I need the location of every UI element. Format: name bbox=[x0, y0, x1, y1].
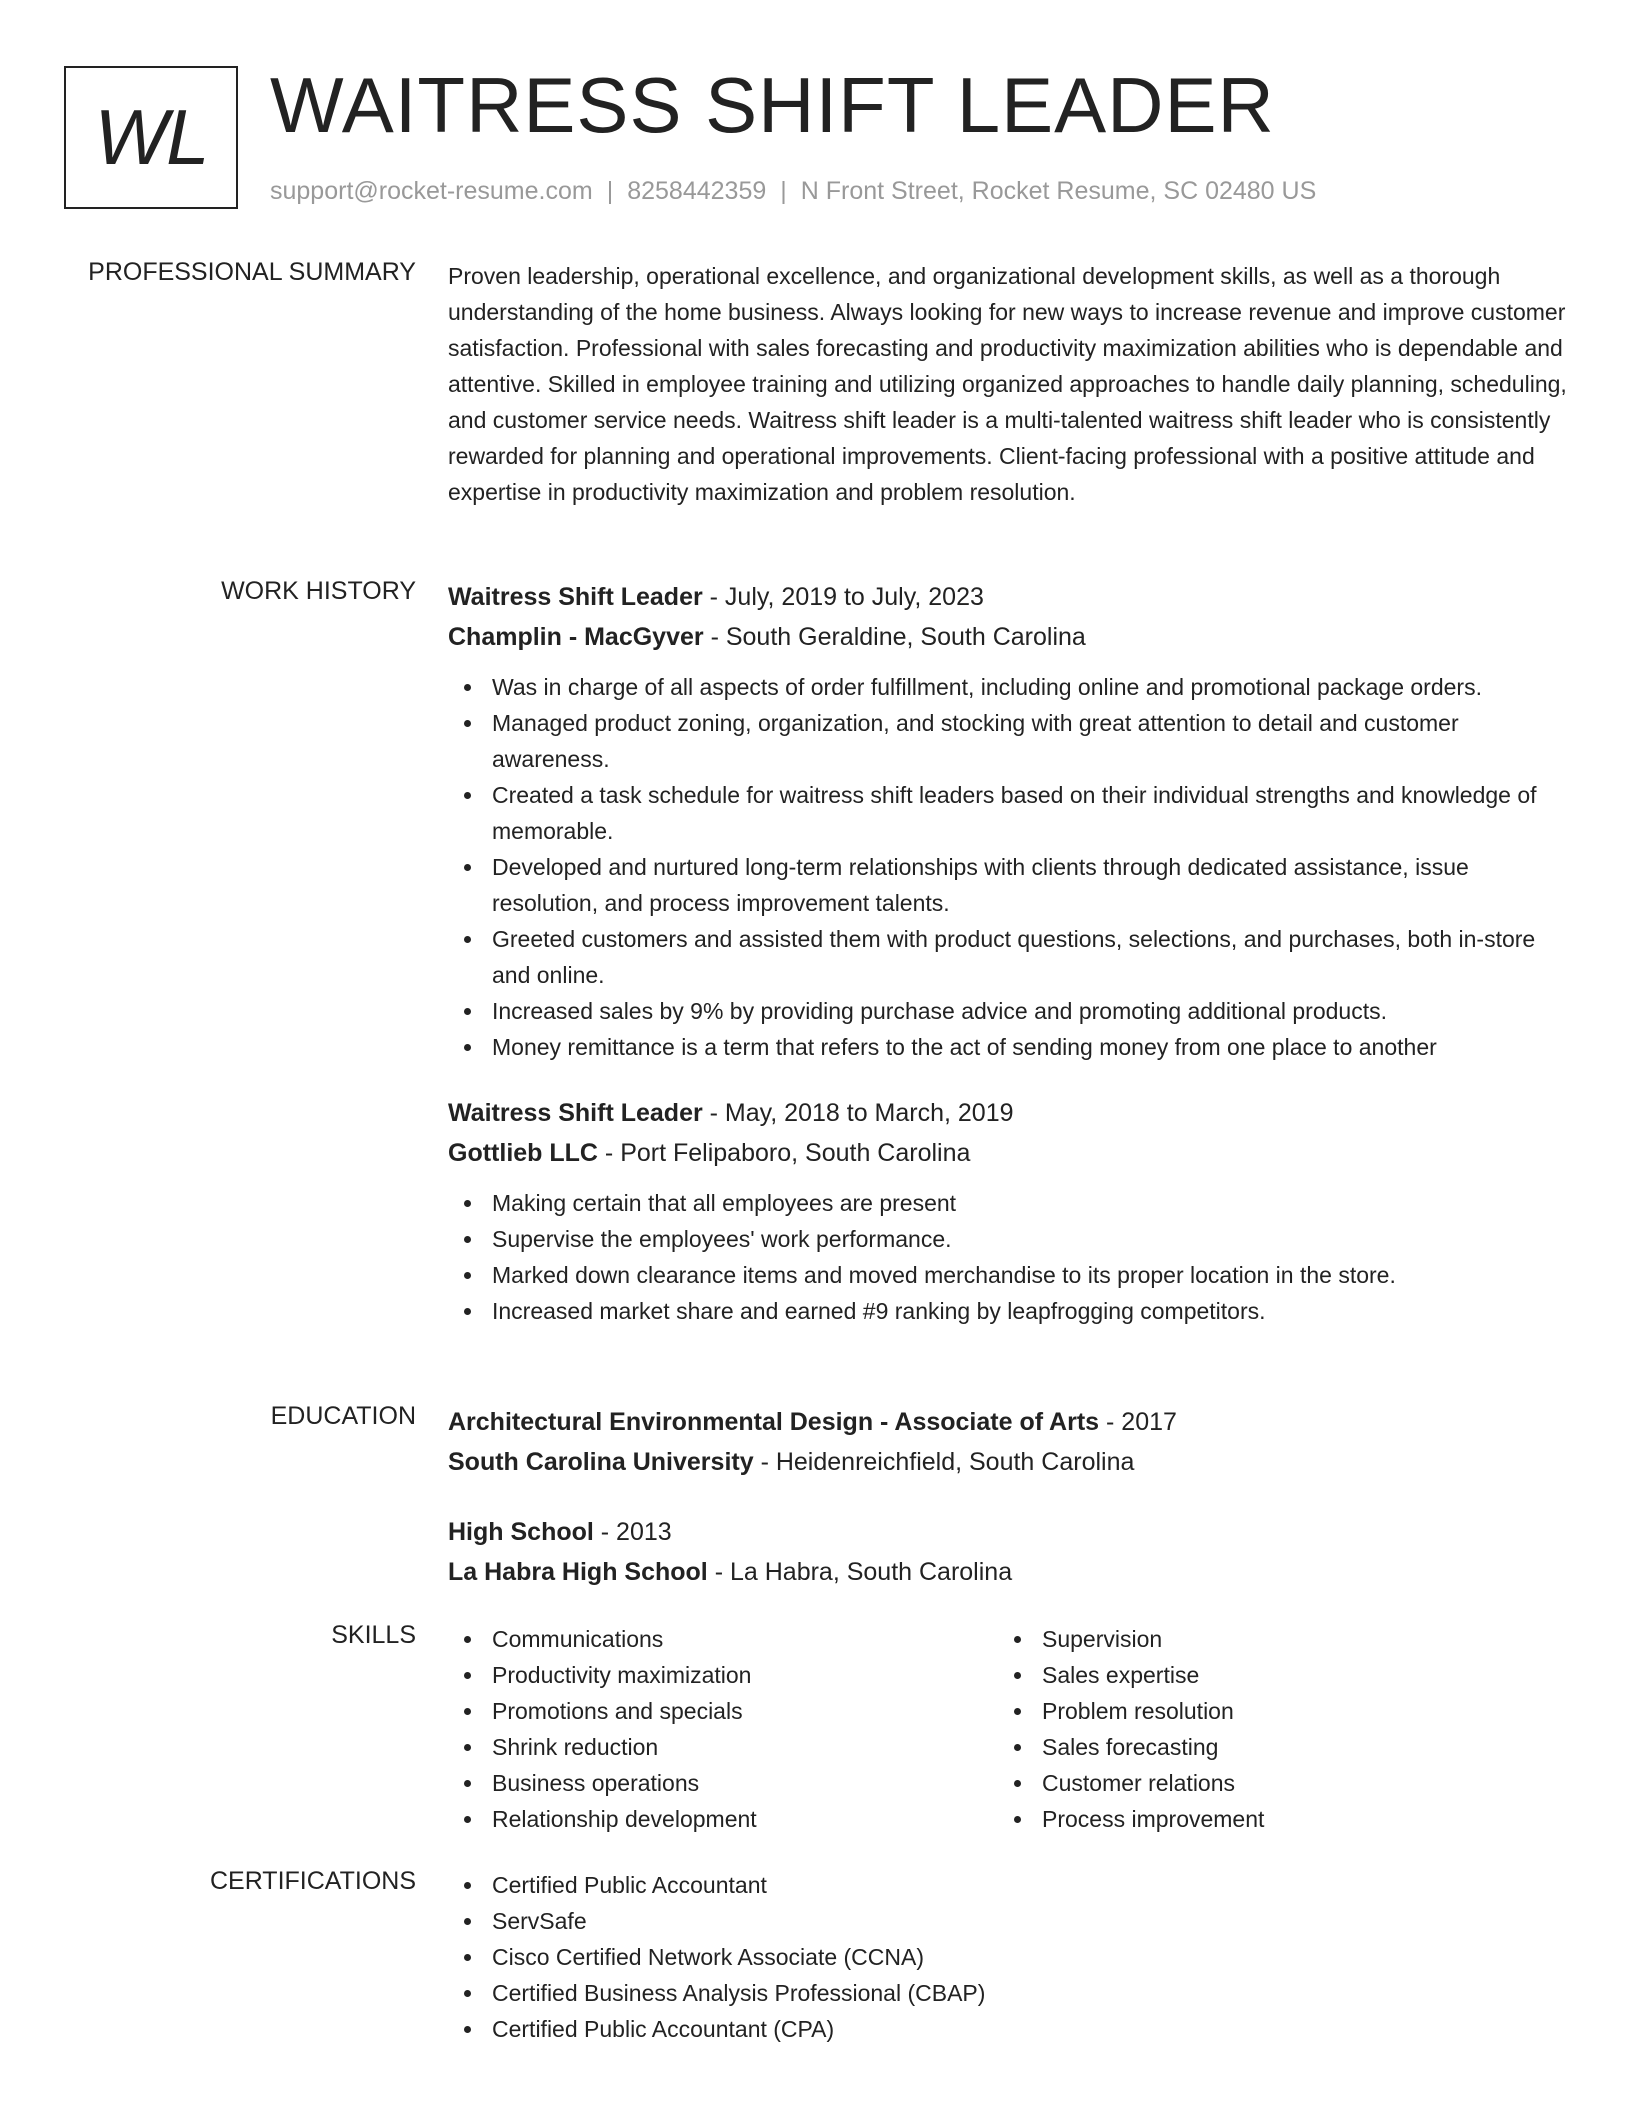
job-duties-list bbox=[448, 1185, 1568, 1329]
list-item: Shrink reduction bbox=[448, 1729, 998, 1765]
education-heading: EDUCATION bbox=[270, 1402, 416, 1430]
contact-line bbox=[270, 177, 1316, 206]
job-title-line bbox=[448, 577, 1568, 617]
summary-text: Proven leadership, operational excellence, and organizational development skills, as well as a thorough understanding of the home business. Always looking for new ways to increase revenue and improve customer satisfaction. Professional with sales forecasting and productivity maximization abilities who is dependable and attentive. Skilled in employee training and utilizing organized approaches to handle daily planning, scheduling, and customer service needs. Waitress shift leader is a multi-talented waitress shift leader who is consistently rewarded for planning and operational improvements. Client-facing professional with a positive attitude and expertise in productivity maximization and problem resolution. bbox=[448, 263, 1567, 505]
list-item: Created a task schedule for waitress shift leaders based on their individual strengths and knowledge of memorable. bbox=[448, 777, 1568, 849]
degree-line bbox=[448, 1402, 1568, 1442]
degree: High School bbox=[448, 1518, 594, 1546]
skills-heading: SKILLS bbox=[331, 1621, 416, 1649]
list-item: Making certain that all employees are present bbox=[448, 1185, 1568, 1221]
contact-separator: | bbox=[606, 177, 614, 205]
list-item: Sales expertise bbox=[998, 1657, 1548, 1693]
certifications-heading: CERTIFICATIONS bbox=[209, 1867, 416, 1895]
monogram-logo: WL bbox=[64, 66, 238, 209]
job-title-line bbox=[448, 1093, 1568, 1133]
education-entry bbox=[448, 1402, 1568, 1482]
list-item: Money remittance is a term that refers to the act of sending money from one place to another bbox=[448, 1029, 1568, 1065]
degree-line bbox=[448, 1512, 1568, 1552]
contact-address: N Front Street, Rocket Resume, SC 02480 US bbox=[800, 177, 1317, 205]
school-line bbox=[448, 1442, 1568, 1482]
list-item: Communications bbox=[448, 1621, 998, 1657]
job-entry bbox=[448, 1093, 1568, 1329]
job-location: - South Geraldine, South Carolina bbox=[703, 623, 1086, 651]
school: La Habra High School bbox=[448, 1558, 708, 1586]
list-item: Business operations bbox=[448, 1765, 998, 1801]
list-item: Promotions and specials bbox=[448, 1693, 998, 1729]
list-item: Developed and nurtured long-term relationships with clients through dedicated assistance, issue resolution, and process improvement talents. bbox=[448, 849, 1568, 921]
contact-email: support@rocket-resume.com bbox=[270, 177, 593, 205]
skills-list-left bbox=[448, 1621, 998, 1837]
job-company-line bbox=[448, 1133, 1568, 1173]
list-item: Managed product zoning, organization, and stocking with great attention to detail and customer awareness. bbox=[448, 705, 1568, 777]
school-line bbox=[448, 1552, 1568, 1592]
job-company-line bbox=[448, 617, 1568, 657]
job-duties-list bbox=[448, 669, 1568, 1065]
list-item: ServSafe bbox=[448, 1903, 1568, 1939]
school: South Carolina University bbox=[448, 1448, 754, 1476]
list-item: Customer relations bbox=[998, 1765, 1548, 1801]
list-item: Certified Public Accountant bbox=[448, 1867, 1568, 1903]
list-item: Increased market share and earned #9 ranking by leapfrogging competitors. bbox=[448, 1293, 1568, 1329]
list-item: Relationship development bbox=[448, 1801, 998, 1837]
list-item: Was in charge of all aspects of order fulfillment, including online and promotional package orders. bbox=[448, 669, 1568, 705]
work-history-heading: WORK HISTORY bbox=[221, 577, 416, 605]
school-location: - Heidenreichfield, South Carolina bbox=[753, 1448, 1135, 1476]
list-item: Cisco Certified Network Associate (CCNA) bbox=[448, 1939, 1568, 1975]
list-item: Productivity maximization bbox=[448, 1657, 998, 1693]
job-title: Waitress Shift Leader bbox=[448, 1099, 703, 1127]
job-title: Waitress Shift Leader bbox=[448, 583, 703, 611]
degree-year: - 2017 bbox=[1099, 1408, 1177, 1436]
degree: Architectural Environmental Design - Associate of Arts bbox=[448, 1408, 1100, 1436]
skills-list-right bbox=[998, 1621, 1548, 1837]
summary-heading: PROFESSIONAL SUMMARY bbox=[88, 258, 416, 286]
contact-separator: | bbox=[780, 177, 787, 205]
list-item: Certified Business Analysis Professional (CBAP) bbox=[448, 1975, 1568, 2011]
contact-phone: 8258442359 bbox=[627, 177, 767, 205]
job-location: - Port Felipaboro, South Carolina bbox=[597, 1139, 971, 1167]
job-company: Champlin - MacGyver bbox=[448, 623, 704, 651]
list-item: Increased sales by 9% by providing purchase advice and promoting additional products. bbox=[448, 993, 1568, 1029]
list-item: Problem resolution bbox=[998, 1693, 1548, 1729]
list-item: Supervise the employees' work performance. bbox=[448, 1221, 1568, 1257]
school-location: - La Habra, South Carolina bbox=[707, 1558, 1013, 1586]
degree-year: - 2013 bbox=[593, 1518, 672, 1546]
certifications-list bbox=[448, 1867, 1568, 2047]
list-item: Marked down clearance items and moved merchandise to its proper location in the store. bbox=[448, 1257, 1568, 1293]
job-entry bbox=[448, 577, 1568, 1065]
job-dates: - July, 2019 to July, 2023 bbox=[702, 583, 984, 611]
job-dates: - May, 2018 to March, 2019 bbox=[702, 1099, 1014, 1127]
education-entry bbox=[448, 1512, 1568, 1592]
list-item: Certified Public Accountant (CPA) bbox=[448, 2011, 1568, 2047]
list-item: Process improvement bbox=[998, 1801, 1548, 1837]
job-company: Gottlieb LLC bbox=[448, 1139, 598, 1167]
list-item: Greeted customers and assisted them with product questions, selections, and purchases, both in-store and online. bbox=[448, 921, 1568, 993]
list-item: Sales forecasting bbox=[998, 1729, 1548, 1765]
resume-name: WAITRESS SHIFT LEADER bbox=[270, 61, 1275, 149]
list-item: Supervision bbox=[998, 1621, 1548, 1657]
